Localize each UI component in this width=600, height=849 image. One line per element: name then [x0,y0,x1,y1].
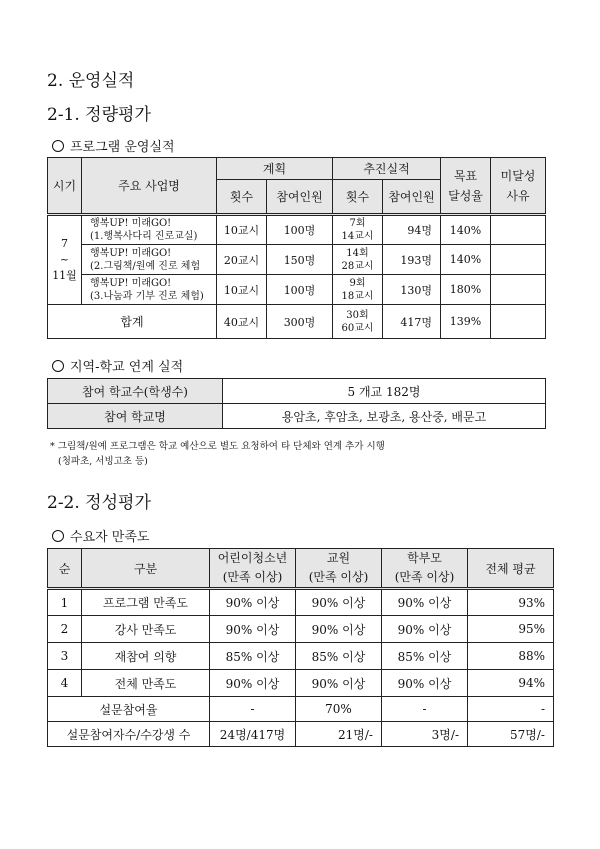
youth-value: 90% 이상 [210,670,296,697]
average-value: 88% [468,643,554,670]
row-no: 4 [48,670,82,697]
header-shortfall-reason: 미달성 사유 [491,158,546,215]
parent-value: 90% 이상 [382,616,468,643]
table-row [48,275,546,305]
table-row [48,379,546,404]
school-names-value: 용암초, 후암초, 보광초, 용산중, 배문고 [223,404,546,429]
period-cell: 7 ~ 11월 [48,215,82,305]
actual-people: 193명 [383,245,441,275]
header-actual-count: 횟수 [333,180,383,215]
section-title-qualitative: 2-2. 정성평가 [47,493,151,513]
youth-value: 85% 이상 [210,643,296,670]
program-name: 행복UP! 미래GO! (2.그림책/원예 진로 체험 [82,245,217,275]
response-rate-label: 설문참여율 [48,697,210,722]
youth-value: 90% 이상 [210,616,296,643]
row-item: 재참여 의향 [82,643,210,670]
header-youth: 어린이청소년 (만족 이상) [210,549,296,589]
actual-count: 7회 14교시 [333,215,383,245]
table-row [48,245,546,275]
table-row [48,643,554,670]
parent-value: 85% 이상 [382,643,468,670]
actual-people: 94명 [383,215,441,245]
table-row [48,215,546,245]
teacher-value: 90% 이상 [296,670,382,697]
response-rate-teacher: 70% [296,697,382,722]
note-line-2: (청파초, 서빙고초 등) [58,456,148,467]
plan-people: 150명 [267,245,333,275]
respondents-parent: 3명/- [382,722,468,747]
actual-count: 14회 28교시 [333,245,383,275]
response-rate-average: - [468,697,554,722]
average-value: 95% [468,616,554,643]
achievement-rate: 140% [441,215,491,245]
respondents-average: 57명/- [468,722,554,747]
plan-people: 100명 [267,215,333,245]
respondents-youth: 24명/417명 [210,722,296,747]
plan-count: 10교시 [217,215,267,245]
teacher-value: 85% 이상 [296,643,382,670]
response-rate-row [48,697,554,722]
header-actual-people: 참여인원 [383,180,441,215]
subheading-region-label: 지역-학교 연계 실적 [70,360,184,375]
shortfall-reason [491,275,546,305]
average-value: 94% [468,670,554,697]
shortfall-reason [491,245,546,275]
program-results-table [47,157,546,339]
header-achievement-rate: 목표 달성율 [441,158,491,215]
total-actual-count: 30회 60교시 [333,305,383,339]
row-item: 강사 만족도 [82,616,210,643]
header-period: 시기 [48,158,82,215]
row-item: 프로그램 만족도 [82,589,210,616]
header-plan-count: 횟수 [217,180,267,215]
shortfall-reason [491,215,546,245]
table-row [48,670,554,697]
header-plan-people: 참여인원 [267,180,333,215]
total-actual-people: 417명 [383,305,441,339]
header-program-name: 주요 사업명 [82,158,217,215]
achievement-rate: 180% [441,275,491,305]
response-rate-parent: - [382,697,468,722]
response-rate-youth: - [210,697,296,722]
plan-count: 20교시 [217,245,267,275]
row-no: 3 [48,643,82,670]
total-achievement-rate: 139% [441,305,491,339]
note-line-1: * 그림책/원예 프로그램은 학교 예산으로 별도 요청하여 타 단체와 연계 추가 시행 [50,441,385,452]
parent-value: 90% 이상 [382,670,468,697]
participating-schools-label: 참여 학교수(학생수) [48,379,223,404]
header-average: 전체 평균 [468,549,554,589]
header-teacher: 교원 (만족 이상) [296,549,382,589]
header-plan: 계획 [217,158,333,180]
parent-value: 90% 이상 [382,589,468,616]
school-names-label: 참여 학교명 [48,404,223,429]
section-title-quantitative: 2-1. 정량평가 [47,105,151,125]
youth-value: 90% 이상 [210,589,296,616]
subheading-program-label: 프로그램 운영실적 [70,140,175,155]
header-parent: 학부모 (만족 이상) [382,549,468,589]
subheading-region [52,356,183,375]
average-value: 93% [468,589,554,616]
header-item: 구분 [82,549,210,589]
total-plan-people: 300명 [267,305,333,339]
subheading-satisfaction-label: 수요자 만족도 [70,530,150,545]
respondents-label: 설문참여자수/수강생 수 [48,722,210,747]
teacher-value: 90% 이상 [296,616,382,643]
program-name: 행복UP! 미래GO! (3.나눔과 기부 진로 체험) [82,275,217,305]
plan-count: 10교시 [217,275,267,305]
plan-people: 100명 [267,275,333,305]
total-label: 합계 [48,305,217,339]
total-shortfall-reason [491,305,546,339]
participating-schools-value: 5 개교 182명 [223,379,546,404]
achievement-rate: 140% [441,245,491,275]
subheading-program [52,136,175,155]
circle-bullet-icon [52,530,64,542]
total-row [48,305,546,339]
respondents-row [48,722,554,747]
header-no: 순 [48,549,82,589]
teacher-value: 90% 이상 [296,589,382,616]
table-row [48,616,554,643]
circle-bullet-icon [52,360,64,372]
actual-count: 9회 18교시 [333,275,383,305]
subheading-satisfaction [52,526,149,545]
section-title-operations: 2. 운영실적 [47,71,135,91]
actual-people: 130명 [383,275,441,305]
circle-bullet-icon [52,140,64,152]
satisfaction-table [47,548,554,747]
respondents-teacher: 21명/- [296,722,382,747]
row-item: 전체 만족도 [82,670,210,697]
program-name: 행복UP! 미래GO! (1.행복사다리 진로교실) [82,215,217,245]
row-no: 2 [48,616,82,643]
region-note [50,439,385,469]
table-row [48,589,554,616]
region-school-table [47,378,546,429]
total-plan-count: 40교시 [217,305,267,339]
row-no: 1 [48,589,82,616]
table-row [48,404,546,429]
header-actual: 추진실적 [333,158,441,180]
